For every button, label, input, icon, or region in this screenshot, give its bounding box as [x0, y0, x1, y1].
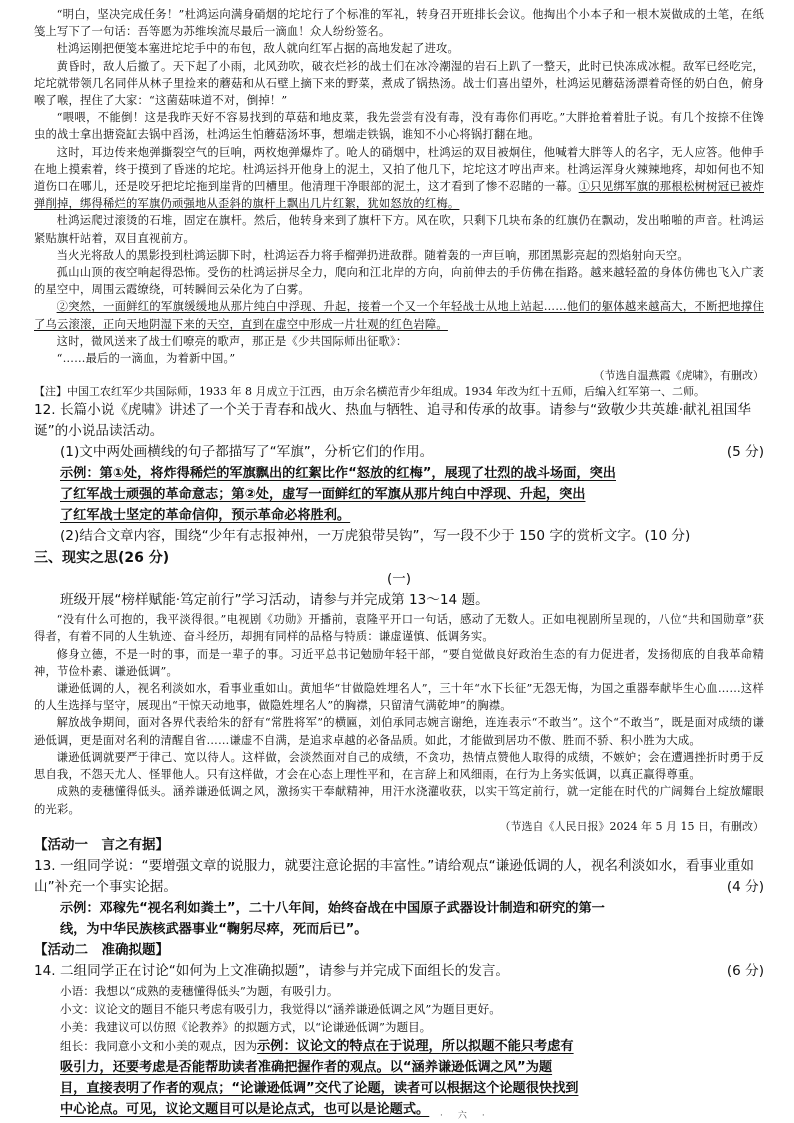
discussion-xiaowen: 小文：议论文的题目不能只考虑有吸引力，我觉得以“涵养谦逊低调之风”为题目更好。 — [60, 1001, 501, 1016]
q12-sub2-text: (2)结合文章内容，围绕“少年有志报神州，一万虎狼带吴钩”，写一段不少于 150 字的赏析文字。 — [60, 528, 645, 545]
q12-answer-line-2 — [34, 484, 764, 505]
story-para-7: 当火光将敌人的黑影投到杜鸿运脚下时，杜鸿运吞力将手榴弹扔进敌群。随着轰的一声巨响，那团黑影亮起的烈焰射向天空。 — [56, 248, 689, 262]
underlined-sentence-1: ①只见绑军旗的那根松树树冠已被炸弹削掉，绑得稀烂的军旗仍顽强地从歪斜的旗杆上飘出几片红絮，犹如怒放的红梅。 — [34, 180, 765, 211]
q13-points: (4 分) — [726, 878, 764, 895]
q13-stem — [34, 856, 764, 898]
article-para-5: 谦逊低调就要严于律己、宽以待人。这样做，会淡然面对自己的成绩，不贪功，热情点赞他人取得的成绩，不嫉妒；会在遭遇挫折时勇于反思自我，不怨天尤人、怪罪他人。只有这样做，才会在心态上理性平和，在言辞上和风细雨，在行为上务实低调，以真正赢得尊重。 — [34, 750, 764, 782]
story-para-10: 这时，微风送来了战士们嘹亮的歌声，那正是《少共国际师出征歌》： — [56, 334, 408, 348]
story-note: 【注】中国工农红军少共国际师，1933 年 8 月成立于江西，由万余名横范青少年组成。1934 年改为红十五师，后编入红军第一、二师。 — [34, 385, 705, 399]
q12-answer-text-2: 了红军战士顽强的革命意志；第②处，虚写一面鲜红的军旗从那片纯白中浮现、升起，突出 — [60, 487, 586, 503]
section-3-title: 三、现实之思(26 分) — [34, 550, 170, 567]
article-para-6: 成熟的麦穗懂得低头。涵养谦逊低调之风，激扬实干奉献精神，用汗水浇灌收获，以实干笃定前行，就一定能在时代的广阔舞台上绽放耀眼的光彩。 — [34, 785, 764, 816]
story-source: （节选自温燕霞《虎啸》，有删改） — [593, 369, 764, 383]
activity-1-title: 【活动一 言之有据】 — [34, 836, 169, 853]
article-para-2: 修身立德，不是一时的事，而是一辈子的事。习近平总书记勉励年轻干部，“要自觉做良好政治生态的有力促进者，发扬彻底的自我革命精神，节俭朴素、谦逊低调”。 — [34, 647, 764, 678]
article-para-4: 解放战争期间，面对各界代表给朱的舒有“常胜将军”的横匾，刘伯承同志婉言谢绝，连连表示“不敢当”。这个“不敢当”，既是面对成绩的谦逊低调，更是面对名利的清醒自省……谦虚不自满，是追求卓越的必备品质。如此，才能做到居功不傲、胜而不骄、积小胜为大成。 — [34, 716, 764, 747]
q12-sub1-text: (1)文中两处画横线的句子都描写了“军旗”，分析它们的作用。 — [60, 444, 434, 461]
q12-answer-text-3: 了红军战士坚定的革命信仰，预示革命必将胜利。 — [60, 508, 351, 524]
story-para-3: 黄昏时，敌人后撤了。天下起了小雨，北风劲吹，破衣烂衫的战士们在冰冷潮湿的岩石上趴了一整天，此时已快冻成冰棍。敌军已经吃完，坨坨就带领几名同伴从林子里捡来的蘑菇和从石壁上摘下来的野菜，煮成了锅热汤。战士们喜出望外，杜鸿运见蘑菇汤漂着奇怪的奶白色，俯身喉了喉，捏住了大家：“这菌菇味道不对，倒掉！” — [34, 59, 764, 108]
q13-answer-line-2: 线，为中华民族核武器事业“鞠躬尽瘁，死而后已”。 — [60, 921, 368, 937]
story-para-5 — [34, 144, 764, 213]
article-para-3: 谦逊低调的人，视名利淡如水，看事业重如山。黄旭华“甘做隐姓埋名人”，三十年“水下长征”无怨无悔，为国之重器奉献毕生心血……这样的人生选择与坚守，展现出“干惊天动地事，做隐姓埋名人”的胸襟，只留清气满乾坤”的胸襟。 — [34, 682, 764, 713]
q12-stem: 12. 长篇小说《虎啸》讲述了一个关于青春和战火、热血与牺牲、追寻和传承的故事。请参与“致敬少共英雄·献礼祖国华诞”的小说品读活动。 — [34, 402, 751, 440]
section-3-part: (一) — [386, 571, 412, 588]
q14-answer-line-3 — [34, 1078, 764, 1099]
discussion-xiaoyu: 小语：我想以“成熟的麦穗懂得低头”为题，有吸引力。 — [60, 983, 339, 998]
q13-answer-line-1: 示例：邓稼先“视名利如粪土”，二十八年间，始终奋战在中国原子武器设计制造和研究的第一 — [60, 900, 605, 916]
q12-sub1-points: (5 分) — [726, 444, 764, 461]
q14-text: 14. 二组同学正在讨论“如何为上文准确拟题”，请参与并完成下面组长的发言。 — [34, 962, 510, 979]
exam-page — [34, 6, 764, 1120]
article-source: （节选自《人民日报》2024 年 5 月 15 日，有删改） — [499, 819, 764, 833]
q12-answer-line-1 — [34, 463, 764, 484]
song-line: “……最后的一滴血，为着新中国。” — [56, 352, 236, 366]
q14-answer-text-3: 目，直接表明了作者的观点；“论谦逊低调”交代了论题，读者可以根据这个论题很快找到 — [60, 1080, 579, 1096]
leader-line — [34, 1036, 764, 1057]
q12-sub1 — [34, 442, 764, 463]
q14-points: (6 分) — [726, 962, 764, 979]
story-para-6: 杜鸿运爬过滚烫的石堆，固定在旗杆。然后，他转身来到了旗杆下方。风在吹，只剩下几块布条的红旗仍在飘动，发出啪啪的声音。杜鸿运紧贴旗杆站着，双目直视前方。 — [34, 214, 764, 245]
activity-2-title: 【活动二 准确拟题】 — [34, 941, 169, 958]
section-3-intro: 班级开展“榜样赋能·笃定前行”学习活动，请参与并完成第 13～14 题。 — [60, 592, 489, 609]
discussion-xiaomei: 小美：我建议可以仿照《论教养》的拟题方式，以“论谦逊低调”为题目。 — [60, 1019, 432, 1034]
page-footer: · 六 · — [440, 1111, 488, 1121]
q13-text: 13. 一组同学说：“要增强文章的说服力，就要注意论据的丰富性。”请给观点“谦逊低调的人，视名利淡如水，看事业重如山”补充一个事实论据。 — [34, 857, 754, 895]
story-para-5-text: 这时，耳边传来炮弹撕裂空气的巨响，两枚炮弹爆炸了。呛人的硝烟中，杜鸿运的双目被炯住，他喊着大胖等人的名字，无人应答。他伸手在地上摸索着，终于摸到了昏迷的坨坨。杜鸿运抖开他身上的泥土，又拍了他几下，坨坨这才哼出声来。杜鸿运浑身火辣辣地疼，却如何也不知道伤口在哪儿，还是咬牙把坨坨拖到崖背的凹槽里。他清理干净眼部的泥土，这才看到了惨不忍睹的一幕。 — [34, 145, 764, 194]
q14-answer-line-2 — [34, 1057, 764, 1078]
q12-answer-line-3 — [34, 505, 764, 526]
q14-stem — [34, 961, 764, 982]
story-para-2: 杜鸿运刚把便笺本塞进坨坨手中的布包，敌人就向红军占据的高地发起了进攻。 — [56, 42, 459, 56]
underlined-sentence-2: ②突然，一面鲜红的军旗缓缓地从那片纯白中浮现、升起，接着一个又一个年轻战士从地上站起……他们的躯体越来越高大，不断把地撑住了乌云滚滚，正向天地阴湿下来的天空，直到在虚空中形成一片壮观的红色岩障。 — [34, 300, 764, 331]
q14-answer-text-2: 吸引力，还要考虑是否能帮助读者准确把握作者的观点。以“涵养谦逊低调之风”为题 — [60, 1059, 553, 1075]
story-para-8: 孤山山顶的夜空响起得恐怖。受伤的杜鸿运拼尽全力，爬向和江北岸的方向，向前伸去的手仿佛在指路。越来越轻盈的身体仿佛也飞入广袤的星空中，周围云霞缭绕，可转瞬间云朵化为了白雾。 — [34, 266, 764, 297]
q12-sub2-points: (10 分) — [644, 528, 691, 545]
article-para-1: “没有什么可抱的，我平淡得很。”电视剧《功勋》开播前，袁隆平开口一句话，感动了无数人。正如电视剧所呈现的，八位“共和国勋章”获得者，有着不同的人生轨迹、奋斗经历，却拥有同样的品格与特质：谦虚谨慎、低调务实。 — [34, 613, 764, 644]
q14-answer-text-4: 中心论点。可见，议论文题目可以是论点式，也可以是论题式。 — [60, 1101, 430, 1117]
q12-answer-text-1: 示例：第①处，将炸得稀烂的军旗飘出的红絮比作“怒放的红梅”，展现了壮烈的战斗场面，突出 — [60, 466, 616, 482]
story-para-4: “喂喂，不能倒！这是我昨天好不容易找到的草菇和地皮菜，我先尝尝有没有毒，没有毒你们再吃。”大胖抢着着肚子说。有几个按捺不住馋虫的战士拿出搪瓷缸去锅中舀汤，杜鸿运生怕蘑菇汤坏事，想端走铁锅，谁知不小心将锅打翻在地。 — [34, 111, 764, 142]
q12-sub2 — [34, 526, 764, 547]
q14-answer-text-1: 示例：议论文的特点在于说理，所以拟题不能只考虑有 — [257, 1038, 574, 1054]
story-para-1: “明白，坚决完成任务！”杜鸿运向满身硝烟的坨坨行了个标准的军礼，转身召开班排长会议。他掏出个小本子和一根木炭做成的土笔，在纸笺上写下了一句话：吾等愿为苏维埃流尽最后一滴血！众人纷纷签名。 — [34, 8, 764, 39]
leader-label: 组长：我同意小文和小美的观点，因为 — [60, 1038, 258, 1053]
q14-answer-line-4 — [34, 1099, 764, 1120]
